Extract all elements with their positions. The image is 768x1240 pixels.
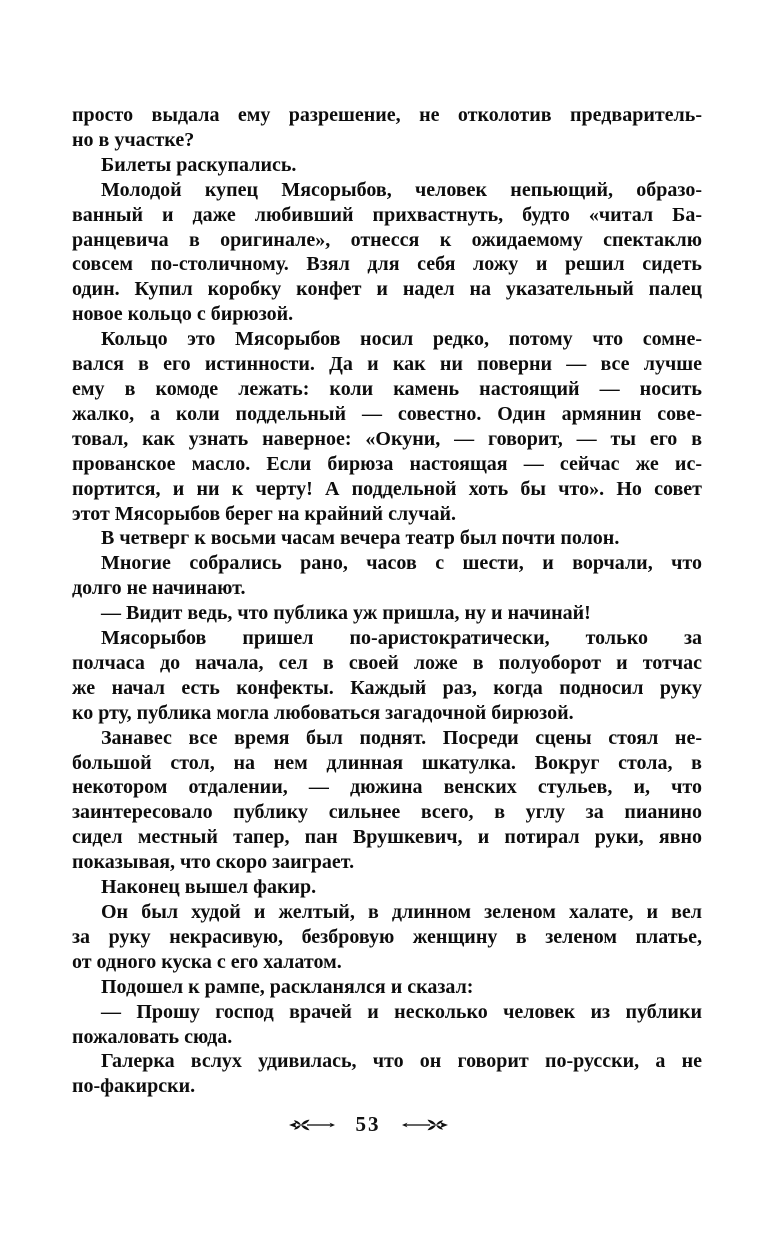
text-line: новое кольцо с бирюзой. xyxy=(72,303,294,326)
text-line: от одного куска с его халатом. xyxy=(72,950,342,973)
paragraph xyxy=(72,626,702,726)
text-line: ванный и даже любивший прихвастнуть, будто «читал Ба- xyxy=(72,203,702,226)
text-line: заинтересовало публику сильнее всего, в углу за пианино xyxy=(72,801,702,824)
text-line: один. Купил коробку конфет и надел на указательный палец xyxy=(72,278,702,301)
footer-ornament-right-icon xyxy=(401,1118,449,1132)
text-line: некотором отдалении, — дюжина венских стульев, и, что xyxy=(72,776,702,799)
footer-ornament-left-icon xyxy=(288,1118,336,1132)
text-line: же начал есть конфекты. Каждый раз, когда подносил руку xyxy=(72,676,702,699)
text-line: большой стол, на нем длинная шкатулка. Вокруг стола, в xyxy=(72,751,702,774)
paragraph xyxy=(72,975,702,1000)
text-line: — Прошу господ врачей и несколько человек из публики xyxy=(101,1000,702,1023)
text-line: просто выдала ему разрешение, не отколотив предваритель- xyxy=(72,104,702,126)
text-line: вался в его истинности. Да и как ни поверни — все лучше xyxy=(72,353,702,376)
text-line: сидел местный тапер, пан Врушкевич, и потирал руки, явно xyxy=(72,826,702,849)
paragraph xyxy=(72,1049,702,1099)
paragraph xyxy=(72,1000,702,1050)
text-line: Многие собрались рано, часов с шести, и ворчали, что xyxy=(101,552,702,575)
text-line: Подошел к рампе, раскланялся и сказал: xyxy=(101,975,474,998)
text-line: Наконец вышел факир. xyxy=(101,876,317,899)
text-line: но в участке? xyxy=(72,128,195,151)
paragraph xyxy=(72,875,702,900)
paragraph xyxy=(72,526,702,551)
text-line: пожаловать сюда. xyxy=(72,1025,233,1048)
text-line: ему в комоде лежать: коли камень настоящий — носить xyxy=(72,377,702,400)
text-line: Молодой купец Мясорыбов, человек непьющий, образо- xyxy=(101,178,702,201)
paragraph xyxy=(72,327,702,526)
paragraph xyxy=(72,103,702,153)
paragraph xyxy=(72,178,702,327)
page-footer xyxy=(0,1112,736,1137)
text-line: жалко, а коли поддельный — совестно. Один армянин сове- xyxy=(72,402,702,425)
text-line: — Видит ведь, что публика уж пришла, ну и начинай! xyxy=(101,602,591,625)
paragraph xyxy=(72,153,702,178)
text-line: Галерка вслух удивилась, что он говорит по-русски, а не xyxy=(101,1050,702,1073)
text-line: Мясорыбов пришел по-аристократически, только за xyxy=(101,627,702,650)
text-line: В четверг к восьми часам вечера театр был почти полон. xyxy=(101,527,620,550)
text-line: за руку некрасивую, безбровую женщину в зеленом платье, xyxy=(72,925,702,948)
text-line: Билеты раскупались. xyxy=(101,153,297,176)
paragraph xyxy=(72,551,702,601)
paragraph xyxy=(72,601,702,626)
paragraph xyxy=(72,900,702,975)
text-line: ко рту, публика могла любоваться загадочной бирюзой. xyxy=(72,701,574,724)
text-line: прованское масло. Если бирюза настоящая — сейчас же ис- xyxy=(72,452,702,475)
text-line: ранцевича в оригинале», отнесся к ожидаемому спектаклю xyxy=(72,228,702,251)
text-line: по-факирски. xyxy=(72,1075,196,1098)
text-line: товал, как узнать наверное: «Окуни, — говорит, — ты его в xyxy=(72,427,702,450)
text-line: портится, и ни к черту! А поддельной хоть бы что». Но совет xyxy=(72,477,702,500)
text-line: полчаса до начала, сел в своей ложе в полуоборот и тотчас xyxy=(72,651,702,674)
text-line: показывая, что скоро заиграет. xyxy=(72,851,355,874)
text-column xyxy=(72,103,702,1099)
text-line: долго не начинают. xyxy=(72,577,246,600)
text-line: этот Мясорыбов берег на крайний случай. xyxy=(72,502,456,525)
text-line: Занавес все время был поднят. Посреди сцены стоял не- xyxy=(101,726,702,749)
page-number: 53 xyxy=(355,1112,381,1136)
paragraph xyxy=(72,726,702,875)
text-line: совсем по-столичному. Взял для себя ложу и решил сидеть xyxy=(72,253,702,276)
text-line: Он был худой и желтый, в длинном зеленом халате, и вел xyxy=(101,901,702,923)
text-line: Кольцо это Мясорыбов носил редко, потому что сомне- xyxy=(101,328,702,351)
